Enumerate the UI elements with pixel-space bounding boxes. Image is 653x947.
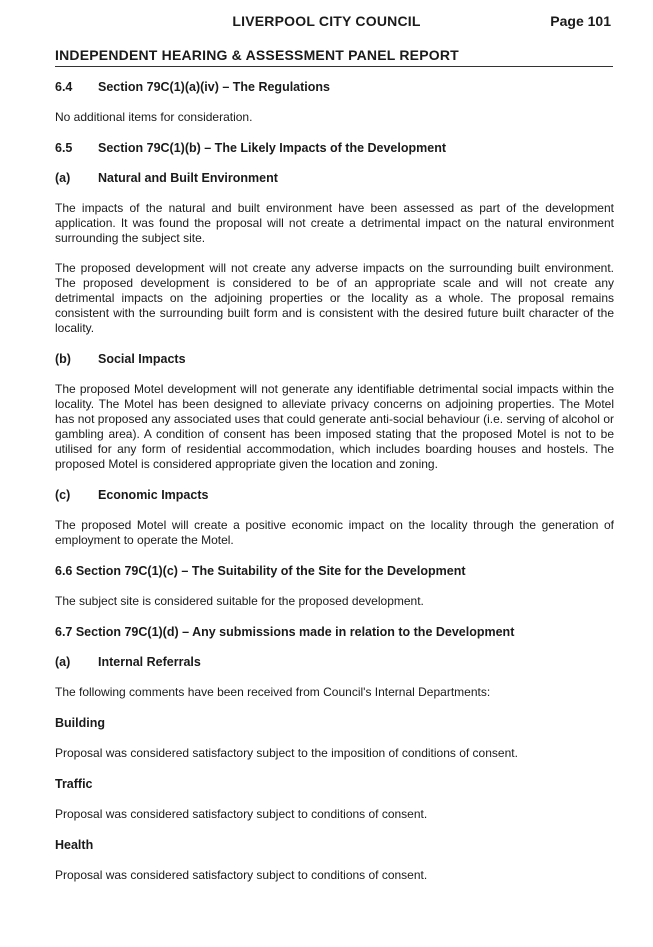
health-heading: Health bbox=[55, 838, 94, 852]
report-content bbox=[55, 80, 614, 883]
natural-built-paragraph-1: The impacts of the natural and built environment have been assessed as part of the development application. It was found the proposal will not create a detrimental impact on the natural environment surrounding the subject site. bbox=[55, 201, 614, 245]
subsection-number: (c) bbox=[55, 488, 71, 502]
subsection-economic-heading bbox=[55, 488, 614, 503]
subsection-number: (a) bbox=[55, 655, 71, 669]
economic-paragraph: The proposed Motel will create a positive economic impact on the locality through the generation of employment to operate the Motel. bbox=[55, 518, 614, 547]
traffic-body: Proposal was considered satisfactory subject to conditions of consent. bbox=[55, 807, 428, 821]
subsection-number: (a) bbox=[55, 171, 71, 185]
section-6-6-body: The subject site is considered suitable for the proposed development. bbox=[55, 594, 424, 608]
health-body: Proposal was considered satisfactory subject to conditions of consent. bbox=[55, 868, 428, 882]
subsection-social-heading bbox=[55, 352, 614, 367]
section-title: Section 79C(1)(a)(iv) – The Regulations bbox=[98, 80, 330, 94]
subsection-title: Economic Impacts bbox=[98, 488, 209, 502]
subsection-title: Natural and Built Environment bbox=[98, 171, 278, 185]
section-number: 6.4 bbox=[55, 80, 73, 94]
subsection-title: Internal Referrals bbox=[98, 655, 201, 669]
internal-referrals-body: The following comments have been received from Council's Internal Departments: bbox=[55, 685, 491, 699]
subsection-title: Social Impacts bbox=[98, 352, 186, 366]
section-title: Section 79C(1)(b) – The Likely Impacts of the Development bbox=[98, 141, 446, 155]
natural-built-paragraph-2: The proposed development will not create any adverse impacts on the surrounding built environment. The proposed development is considered to be of an appropriate scale and will not create any detrimental impacts on the adjoining properties or the locality as a whole. The proposal remains consistent with the surrounding built form and is consistent with the desired future built character of the locality. bbox=[55, 261, 614, 335]
page-number: Page 101 bbox=[550, 13, 611, 29]
section-6-7-heading: 6.7 Section 79C(1)(d) – Any submissions made in relation to the Development bbox=[55, 625, 515, 639]
report-title: INDEPENDENT HEARING & ASSESSMENT PANEL REPORT bbox=[55, 47, 459, 63]
subsection-internal-referrals-heading bbox=[55, 655, 614, 670]
subsection-number: (b) bbox=[55, 352, 71, 366]
section-6-4-body: No additional items for consideration. bbox=[55, 110, 253, 124]
section-6-5-heading bbox=[55, 141, 614, 156]
section-number: 6.5 bbox=[55, 141, 73, 155]
building-body: Proposal was considered satisfactory subject to the imposition of conditions of consent. bbox=[55, 746, 518, 760]
header-rule bbox=[55, 66, 613, 67]
social-paragraph: The proposed Motel development will not generate any identifiable detrimental social impacts within the locality. The Motel has been designed to alleviate privacy concerns on adjoining properties. The Motel has not proposed any associated uses that could generate anti-social behaviour (i.e. serving of alcohol or gambling area). A condition of consent has been imposed stating that the proposed Motel is not to be utilised for any form of residential accommodation, which includes boarding houses and hostels. The proposed Motel is considered appropriate given the location and zoning. bbox=[55, 382, 614, 471]
council-name: LIVERPOOL CITY COUNCIL bbox=[232, 13, 421, 29]
traffic-heading: Traffic bbox=[55, 777, 93, 791]
section-6-4-heading bbox=[55, 80, 614, 95]
subsection-natural-built-heading bbox=[55, 171, 614, 186]
building-heading: Building bbox=[55, 716, 105, 730]
section-6-6-heading: 6.6 Section 79C(1)(c) – The Suitability of the Site for the Development bbox=[55, 564, 466, 578]
